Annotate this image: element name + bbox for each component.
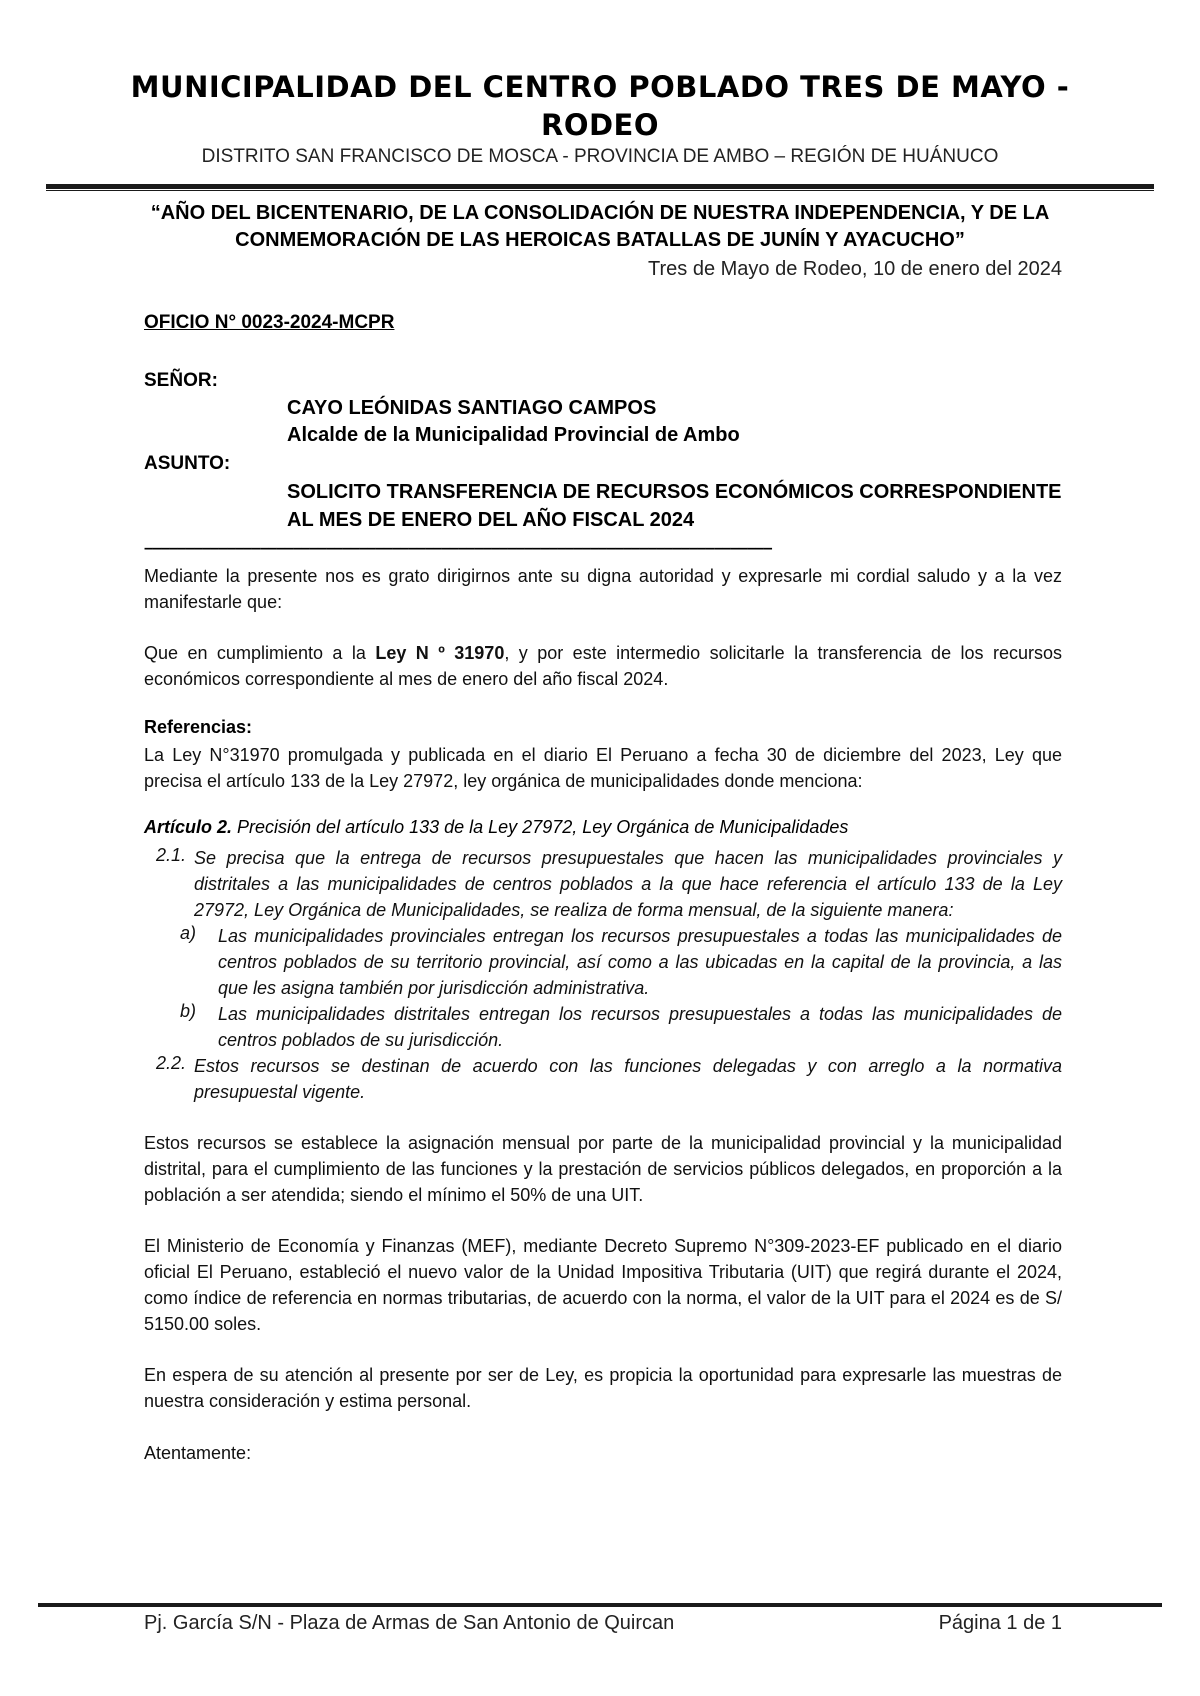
item-marker: 2.2. [156, 1053, 187, 1073]
year-motto: “AÑO DEL BICENTENARIO, DE LA CONSOLIDACIÓN DE NUESTRA INDEPENDENCIA, Y DE LA CONMEMORACIÓN DE LAS HEROICAS BATALLAS DE JUNÍN Y AYACUCHO” [150, 202, 1050, 251]
list-item: Se precisa que la entrega de recursos presupuestales que hacen las municipalidades provinciales y distritales a las municipalidades de centros poblados a la que hace referencia el artículo 133 de la Ley 27972, Ley Orgánica de Municipalidades, se realiza de forma mensual, de la siguiente manera: [194, 848, 1062, 920]
page-number: Página 1 de 1 [938, 1612, 1062, 1634]
list-item: Estos recursos se destinan de acuerdo con las funciones delegadas y con arreglo a la normativa presupuestal vigente. [194, 1056, 1062, 1102]
article-label: Artículo 2. [144, 817, 233, 837]
mef-paragraph: El Ministerio de Economía y Finanzas (MEF), mediante Decreto Supremo N°309-2023-EF publicado en el diario oficial El Peruano, estableció el nuevo valor de la Unidad Impositiva Tributaria (UIT) que regirá durante el 2024, como índice de referencia en normas tributarias, de acuerdo con la norma, el valor de la UIT para el 2024 es de S/ 5150.00 soles. [144, 1236, 1062, 1334]
law-reference: Ley N º 31970 [375, 643, 505, 663]
municipality-subtitle: DISTRITO SAN FRANCISCO DE MOSCA - PROVINCIA DE AMBO – REGIÓN DE HUÁNUCO [201, 146, 999, 167]
header-rule [46, 184, 1154, 189]
item-marker: a) [180, 923, 197, 943]
recipient-name: CAYO LEÓNIDAS SANTIAGO CAMPOS [287, 397, 657, 419]
footer-rule [38, 1603, 1162, 1607]
references-paragraph: La Ley N°31970 promulgada y publicada en el diario El Peruano a fecha 30 de diciembre del 2023, Ley que precisa el artículo 133 de la Ley 27972, ley orgánica de municipalidades donde menciona: [144, 745, 1062, 791]
references-heading: Referencias: [144, 717, 253, 737]
subject-text: SOLICITO TRANSFERENCIA DE RECURSOS ECONÓMICOS CORRESPONDIENTE AL MES DE ENERO DEL AÑO FISCAL 2024 [287, 481, 1062, 531]
closing-salutation: Atentamente: [144, 1443, 252, 1463]
article-title: Precisión del artículo 133 de la Ley 27972, Ley Orgánica de Municipalidades [232, 817, 849, 837]
footer-address: Pj. García S/N - Plaza de Armas de San Antonio de Quircan [144, 1612, 675, 1634]
letter-number: OFICIO N° 0023-2024-MCPR [144, 312, 395, 333]
request-text-after: , y por este intermedio solicitarle la transferencia de los recursos económicos correspondiente al mes de enero del año fiscal 2024. [144, 643, 1063, 689]
header-rule-thin [46, 190, 1154, 191]
item-marker: 2.1. [156, 845, 187, 865]
subject-label: ASUNTO: [144, 453, 231, 474]
municipality-title: MUNICIPALIDAD DEL CENTRO POBLADO TRES DE MAYO - RODEO [130, 70, 1070, 142]
letter-date: Tres de Mayo de Rodeo, 10 de enero del 2024 [648, 258, 1062, 280]
closing-paragraph: En espera de su atención al presente por ser de Ley, es propicia la oportunidad para expresarle las muestras de nuestra consideración y estima personal. [144, 1365, 1062, 1411]
article-heading [144, 817, 848, 838]
intro-paragraph: Mediante la presente nos es grato dirigirnos ante su digna autoridad y expresarle mi cordial saludo y a la vez manifestarle que: [144, 566, 1062, 612]
recipient-label: SEÑOR: [144, 370, 218, 391]
request-text-before: Que en cumplimiento a la [144, 643, 376, 663]
request-paragraph [144, 640, 1062, 692]
list-item: Las municipalidades distritales entregan los recursos presupuestales a todas las municipalidades de centros poblados de su jurisdicción. [218, 1004, 1062, 1050]
separator-line: –––––––––––––––––––––––––––––––––––––––––––––––––––––––––––––––––––––––––––– [144, 538, 772, 557]
allocation-paragraph: Estos recursos se establece la asignación mensual por parte de la municipalidad provincial y la municipalidad distrital, para el cumplimiento de las funciones y la prestación de servicios públicos delegados, en proporción a la población a ser atendida; siendo el mínimo el 50% de una UIT. [144, 1133, 1062, 1205]
item-marker: b) [180, 1001, 197, 1021]
list-item: Las municipalidades provinciales entregan los recursos presupuestales a todas las municipalidades de centros poblados de su territorio provincial, así como a las ubicadas en la capital de la provincia, a las que les asigna también por jurisdicción administrativa. [218, 926, 1062, 998]
recipient-title: Alcalde de la Municipalidad Provincial de Ambo [287, 424, 740, 446]
